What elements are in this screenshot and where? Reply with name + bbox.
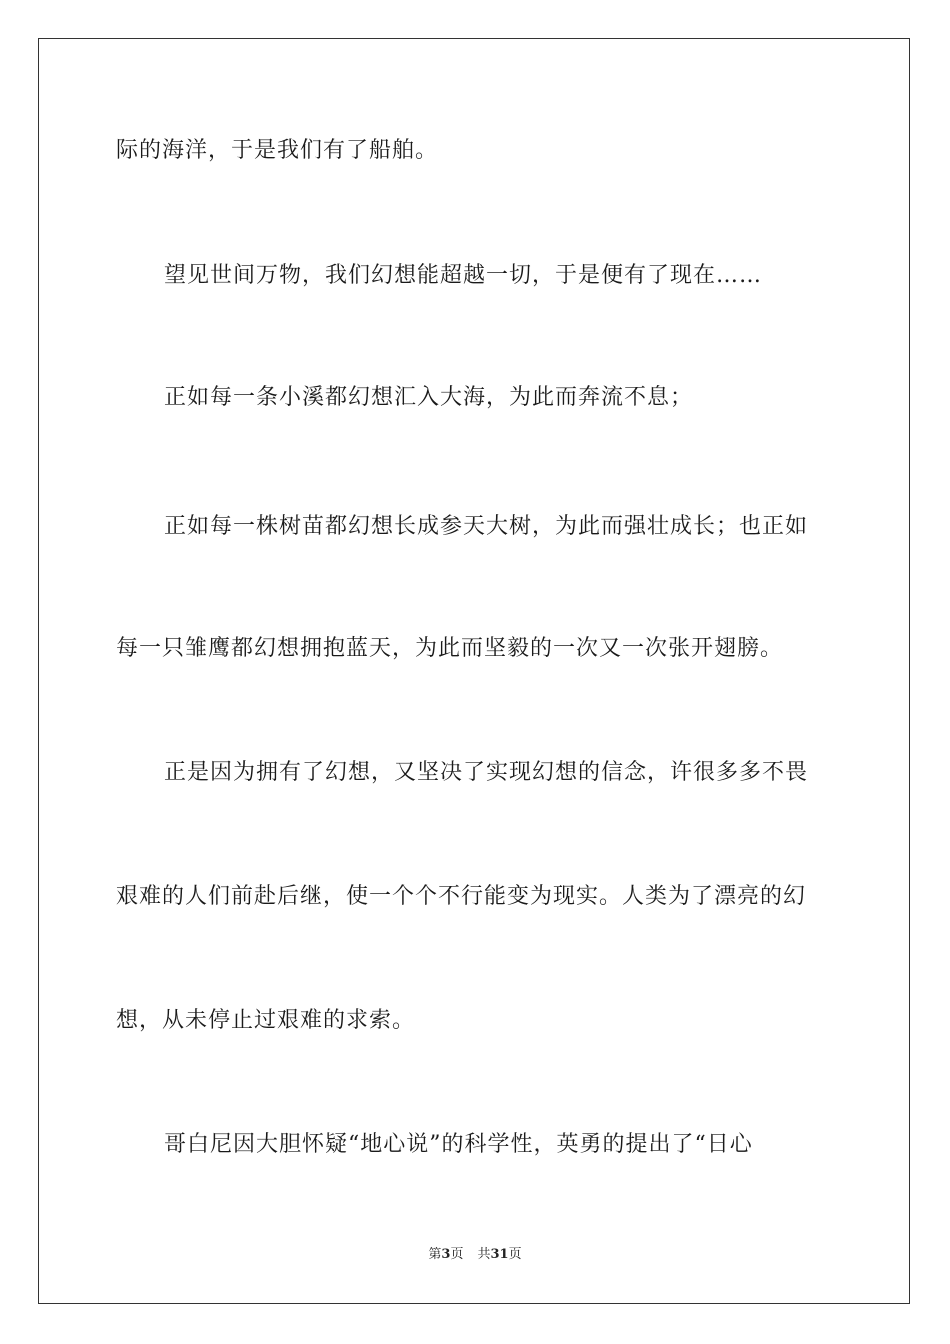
text-line-2: 望见世间万物，我们幻想能超越一切，于是便有了现在…… [164,263,763,288]
page-suffix: 页 [450,1247,464,1262]
page-prefix: 第 [428,1247,442,1262]
text-line-4: 正如每一株树苗都幻想长成参天大树，为此而强壮成长；也正如 [164,514,809,539]
text-line-1: 际的海洋，于是我们有了船舶。 [116,138,439,163]
total-suffix: 页 [508,1247,522,1262]
text-line-8: 想，从未停止过艰难的求索。 [116,1008,416,1033]
text-line-7: 艰难的人们前赴后继，使一个个不行能变为现实。人类为了漂亮的幻 [116,884,807,909]
page-footer [0,1246,950,1264]
total-prefix: 共 [477,1247,491,1262]
page-border [38,38,910,1304]
page-number: 3 [441,1247,451,1262]
total-pages: 31 [490,1247,509,1262]
text-line-3: 正如每一条小溪都幻想汇入大海，为此而奔流不息； [164,385,694,410]
text-line-6: 正是因为拥有了幻想，又坚决了实现幻想的信念，许很多多不畏 [164,760,809,785]
text-line-9: 哥白尼因大胆怀疑“地心说”的科学性，英勇的提出了“日心 [164,1132,753,1157]
text-line-5: 每一只雏鹰都幻想拥抱蓝天，为此而坚毅的一次又一次张开翅膀。 [116,636,784,661]
